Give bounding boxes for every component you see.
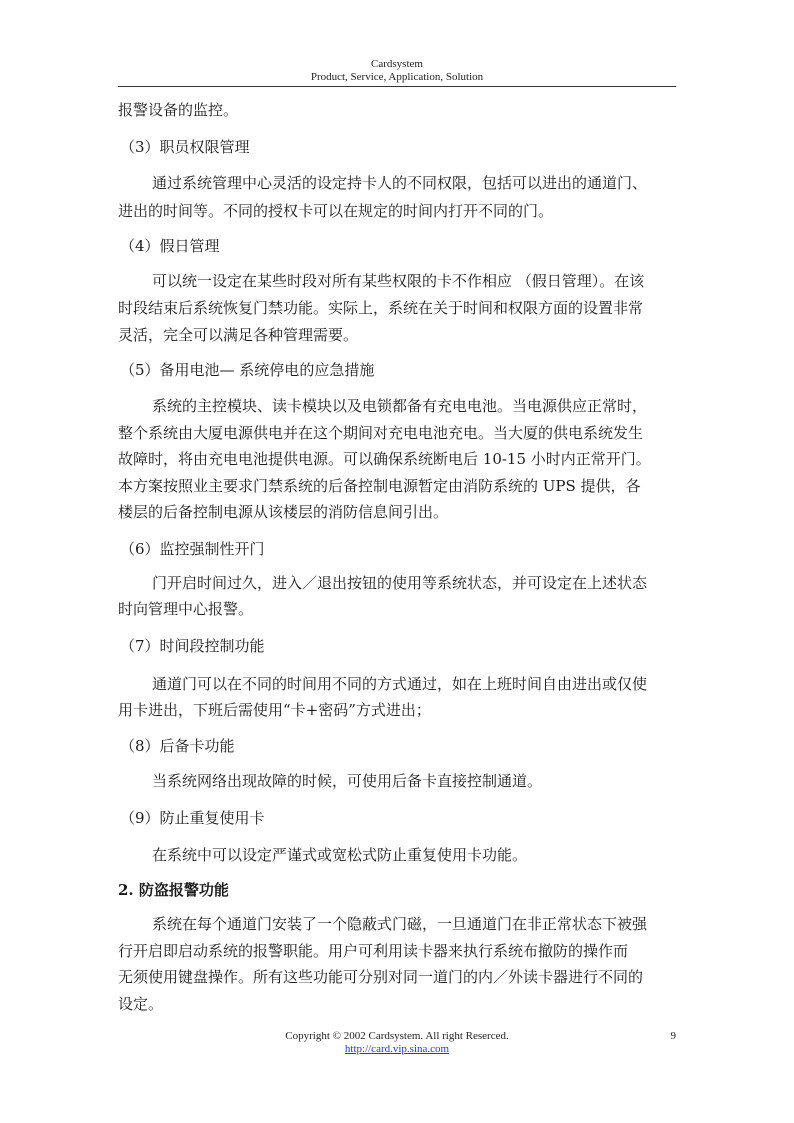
section-heading: （9）防止重复使用卡 <box>120 809 265 827</box>
section-heading: （7）时间段控制功能 <box>120 637 265 655</box>
body-line: 报警设备的监控。 <box>118 101 239 119</box>
body-line: 系统在每个通道门安装了一个隐蔽式门磁，一旦通道门在非正常状态下被强 <box>152 915 648 933</box>
section-heading: （3）职员权限管理 <box>120 138 250 156</box>
body-line: 楼层的后备控制电源从该楼层的消防信息间引出。 <box>118 503 449 521</box>
body-line: 可以统一设定在某些时段对所有某些权限的卡不作相应 （假日管理）。在该 <box>152 272 645 290</box>
body-line: 门开启时间过久，进入／退出按钮的使用等系统状态，并可设定在上述状态 <box>152 574 648 592</box>
chapter-heading: 2. 防盗报警功能 <box>118 881 229 899</box>
body-line: 用卡进出，下班后需使用“卡+密码”方式进出； <box>118 701 431 719</box>
body-line: 通过系统管理中心灵活的设定持卡人的不同权限，包括可以进出的通道门、 <box>152 174 648 192</box>
header-title: Cardsystem <box>371 58 423 70</box>
body-line: 时向管理中心报警。 <box>118 600 254 618</box>
section-heading: （8）后备卡功能 <box>120 737 235 755</box>
section-heading: （4）假日管理 <box>120 237 220 255</box>
body-line: 系统的主控模块、读卡模块以及电锁都备有充电电池。当电源供应正常时， <box>152 397 648 415</box>
body-line: 通道门可以在不同的时间用不同的方式通过，如在上班时间自由进出或仅使 <box>152 675 648 693</box>
body-line: 行开启即启动系统的报警职能。用户可利用读卡器来执行系统布撤防的操作而 <box>118 942 629 960</box>
body-line: 时段结束后系统恢复门禁功能。实际上，系统在关于时间和权限方面的设置非常 <box>118 299 644 317</box>
body-line: 整个系统由大厦电源供电并在这个期间对充电电池充电。当大厦的供电系统发生 <box>118 424 644 442</box>
body-line: 无须使用键盘操作。所有这些功能可分别对同一道门的内／外读卡器进行不同的 <box>118 968 644 986</box>
footer-copyright: Copyright © 2002 Cardsystem. All right Reserced. <box>285 1030 509 1042</box>
section-heading: （6）监控强制性开门 <box>120 540 265 558</box>
body-line: 进出的时间等。不同的授权卡可以在规定的时间内打开不同的门。 <box>118 202 554 220</box>
page-footer <box>118 1030 676 1056</box>
section-heading: （5）备用电池— 系统停电的应急措施 <box>120 361 375 379</box>
page-number: 9 <box>670 1030 676 1042</box>
body-line: 故障时，将由充电电池提供电源。可以确保系统断电后 10-15 小时内正常开门。 <box>118 450 651 468</box>
body-line: 本方案按照业主要求门禁系统的后备控制电源暂定由消防系统的 UPS 提供，各 <box>118 477 641 495</box>
body-line: 在系统中可以设定严谨式或宽松式防止重复使用卡功能。 <box>152 846 528 864</box>
page-header <box>118 58 676 84</box>
body-line: 设定。 <box>118 995 164 1013</box>
body-line: 灵活，完全可以满足各种管理需要。 <box>118 326 359 344</box>
body-line: 当系统网络出现故障的时候，可使用后备卡直接控制通道。 <box>152 772 543 790</box>
header-subtitle: Product, Service, Application, Solution <box>310 71 484 83</box>
footer-link[interactable]: http://card.vip.sina.com <box>344 1043 450 1055</box>
header-divider <box>118 86 676 87</box>
